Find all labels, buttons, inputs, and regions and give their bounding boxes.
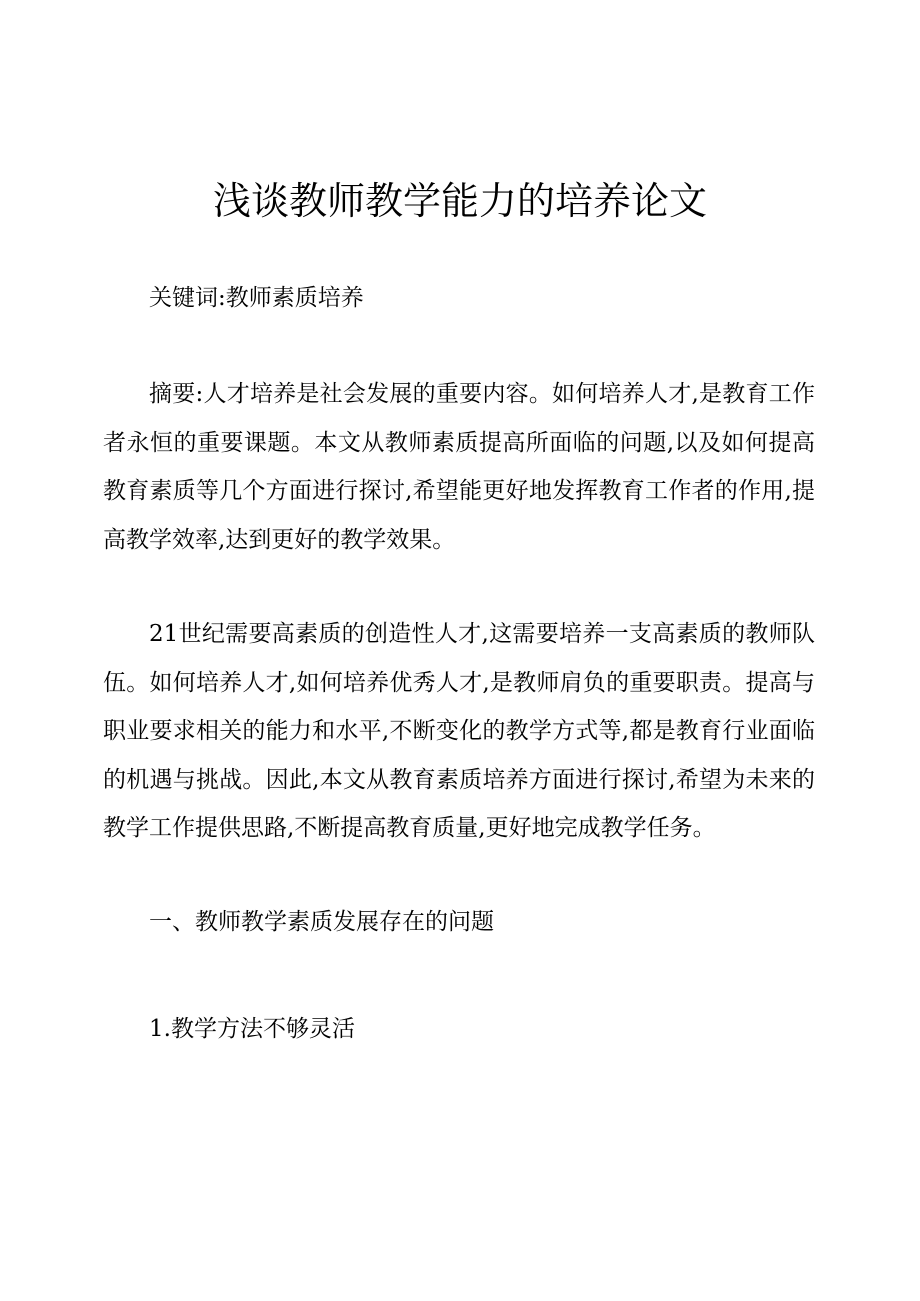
abstract-paragraph: 摘要:人才培养是社会发展的重要内容。如何培养人才,是教育工作者永恒的重要课题。本文从教师素质提高所面临的问题,以及如何提高教育素质等几个方面进行探讨,希望能更好地发挥教育工作者的作用,提高教学效率,达到更好的教学效果。 [103, 381, 815, 553]
document-title: 浅谈教师教学能力的培养论文 [212, 179, 707, 223]
subsection-heading: 1.教学方法不够灵活 [149, 1016, 355, 1042]
section-heading: 一、教师教学素质发展存在的问题 [149, 909, 494, 935]
keywords-paragraph: 关键词:教师素质培养 [149, 285, 364, 311]
intro-paragraph: 21世纪需要高素质的创造性人才,这需要培养一支高素质的教师队伍。如何培养人才,如何培养优秀人才,是教师肩负的重要职责。提高与职业要求相关的能力和水平,不断变化的教学方式等,都是教育行业面临的机遇与挑战。因此,本文从教育素质培养方面进行探讨,希望为未来的教学工作提供思路,不断提高教育质量,更好地完成教学任务。 [103, 621, 815, 841]
